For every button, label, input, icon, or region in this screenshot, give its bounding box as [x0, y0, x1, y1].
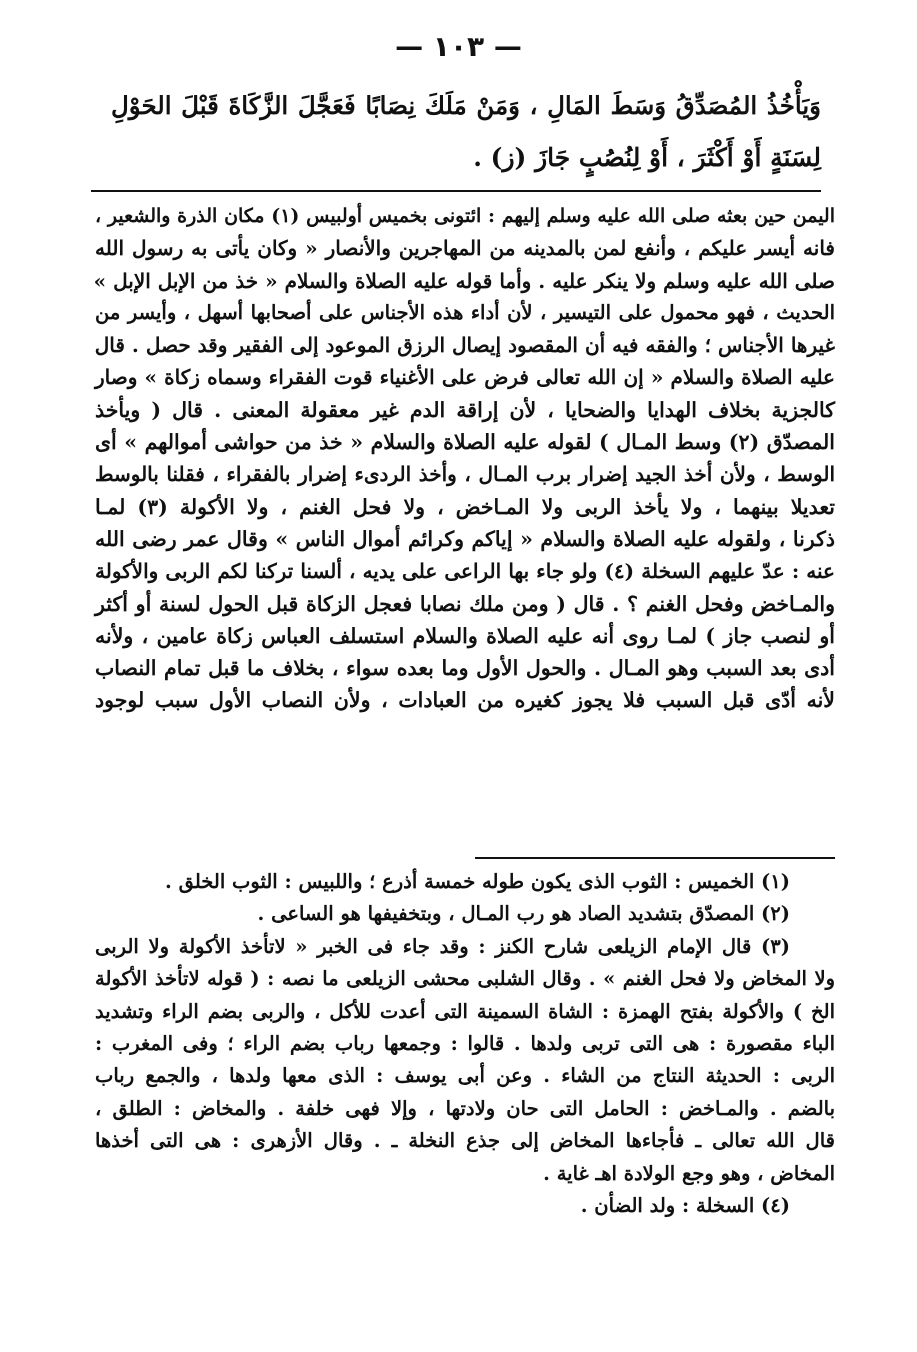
commentary-line: لأنه أدّى قبل السبب فلا يجوز كغيره من العبادات ، ولأن النصاب الأول سبب لوجود: [95, 688, 835, 713]
commentary-line: والمـاخض وفحل الغنم ؟ . قال ( ومن ملك نصابا فعجل الزكاة قبل الحول لسنة أو أكثر: [95, 591, 835, 616]
commentary-line: المصدّق (٢) وسط المـال ) لقوله عليه الصلاة والسلام « خذ من حواشى أموالهم » أى: [95, 430, 835, 455]
commentary-line: أدى بعد السبب وهو المـال . والحول الأول وما بعده سواء ، بخلاف ما قبل تمام النصاب: [95, 656, 835, 681]
matn-line: وَيَأْخُذُ المُصَدِّقُ وَسَطَ المَالِ ، وَمَنْ مَلَكَ نِصَابًا فَعَجَّلَ الزَّكَاةَ قَبْلَ الحَوْلِ: [111, 91, 821, 120]
footnote-line: الخ ) والأكولة بفتح الهمزة : الشاة السمينة التى أعدت للأكل ، والربى بضم الراء وتشديد: [95, 999, 835, 1023]
commentary-line: تعديلا بينهما ، ولا يأخذ الربى ولا المـاخض ، ولا فحل الغنم ، ولا الأكولة (٣) لمـا: [95, 494, 835, 519]
matn-text: [111, 80, 821, 184]
commentary-text: [95, 200, 835, 717]
commentary-line: فانه أيسر عليكم ، وأنفع لمن بالمدينه من المهاجرين والأنصار « وكان يأتى به رسول الله: [95, 236, 835, 261]
footnote-line: قال الله تعالى ـ فأجاءها المخاض إلى جذع النخلة ـ . وقال الأزهرى : هى التى أخذها: [95, 1129, 835, 1153]
commentary-line: غيرها الأجناس ؛ والفقه فيه أن المقصود إيصال الرزق الموعود إلى الفقير وقد حصل . قال: [94, 333, 835, 358]
commentary-line: عنه : عدّ عليهم السخلة (٤) ولو جاء بها الراعى على يديه ، ألسنا تركنا لكم الربى والأكولة: [95, 559, 835, 584]
footnote-line: المخاض ، وهو وجع الولادة اهـ غاية .: [543, 1161, 835, 1185]
footnote-divider: [475, 857, 835, 859]
footnote-line: ولا المخاض ولا فحل الغنم » . وقال الشلبى محشى الزيلعى ما نصه : ( قوله لاتأخذ الأكولة: [95, 967, 835, 991]
footnote-line: (٤) السخلة : ولد الضأن .: [580, 1193, 790, 1217]
matn-divider: [91, 190, 821, 192]
footnote-line: (٢) المصدّق بتشديد الصاد هو رب المـال ، وبتخفيفها هو الساعى .: [257, 902, 790, 926]
footnote-line: الباء مقصورة : هى التى تربى ولدها . قالوا : وجمعها رباب بضم الراء ؛ وفى المغرب :: [95, 1031, 835, 1055]
footnote-line: الربى : الحديثة النتاج من الشاء . وعن أبى يوسف : الذى معها ولدها ، والجمع رباب: [95, 1064, 835, 1088]
footnote-line: (١) الخميس : الثوب الذى يكون طوله خمسة أذرع ؛ واللبيس : الثوب الخلق .: [165, 870, 790, 893]
commentary-line: كالجزية بخلاف الهدايا والضحايا ، لأن إراقة الدم غير معقولة المعنى . قال ( ويأخذ: [95, 397, 835, 422]
commentary-line: ذكرنا ، ولقوله عليه الصلاة والسلام « إياكم وكرائم أموال الناس » وقال عمر رضى الله: [95, 526, 835, 551]
footnote-line: بالضم . والمـاخض : الحامل التى حان ولادتها ، وإلا فهى خلفة . والمخاض : الطلق ،: [95, 1096, 835, 1120]
commentary-line: اليمن حين بعثه صلى الله عليه وسلم إليهم : ائتونى بخميس أولبيس (١) مكان الذرة والشعير ،: [95, 205, 835, 227]
commentary-line: صلى الله عليه وسلم ولا ينكر عليه . وأما قوله عليه الصلاة والسلام « خذ من الإبل الإبل »: [93, 268, 835, 293]
commentary-line: أو لنصب جاز ) لمـا روى أنه عليه الصلاة والسلام استسلف العباس زكاة عامين ، ولأنه: [95, 623, 835, 648]
footnotes: [95, 866, 835, 1222]
commentary-line: عليه الصلاة والسلام « إن الله تعالى فرض على الأغنياء قوت الفقراء وسماه زكاة » وصار: [95, 365, 835, 390]
footnote-line: (٣) قال الإمام الزيلعى شارح الكنز : وقد جاء فى الخبر « لاتأخذ الأكولة ولا الربى: [95, 934, 790, 958]
commentary-line: الوسط ، ولأن أخذ الجيد إضرار برب المـال ، وأخذ الردىء إضرار بالفقراء ، فقلنا بالوسط: [95, 462, 835, 487]
matn-line: لِسَنَةٍ أَوْ أَكْثَرَ ، أَوْ لِنُصُبٍ جَازَ (ز) .: [473, 143, 821, 172]
commentary-line: الحديث ، فهو محمول على التيسير ، لأن أداء هذه الأجناس على أصحابها أسهل ، وأيسر من: [95, 300, 835, 324]
page-number: — ١٠٣ —: [395, 30, 522, 63]
